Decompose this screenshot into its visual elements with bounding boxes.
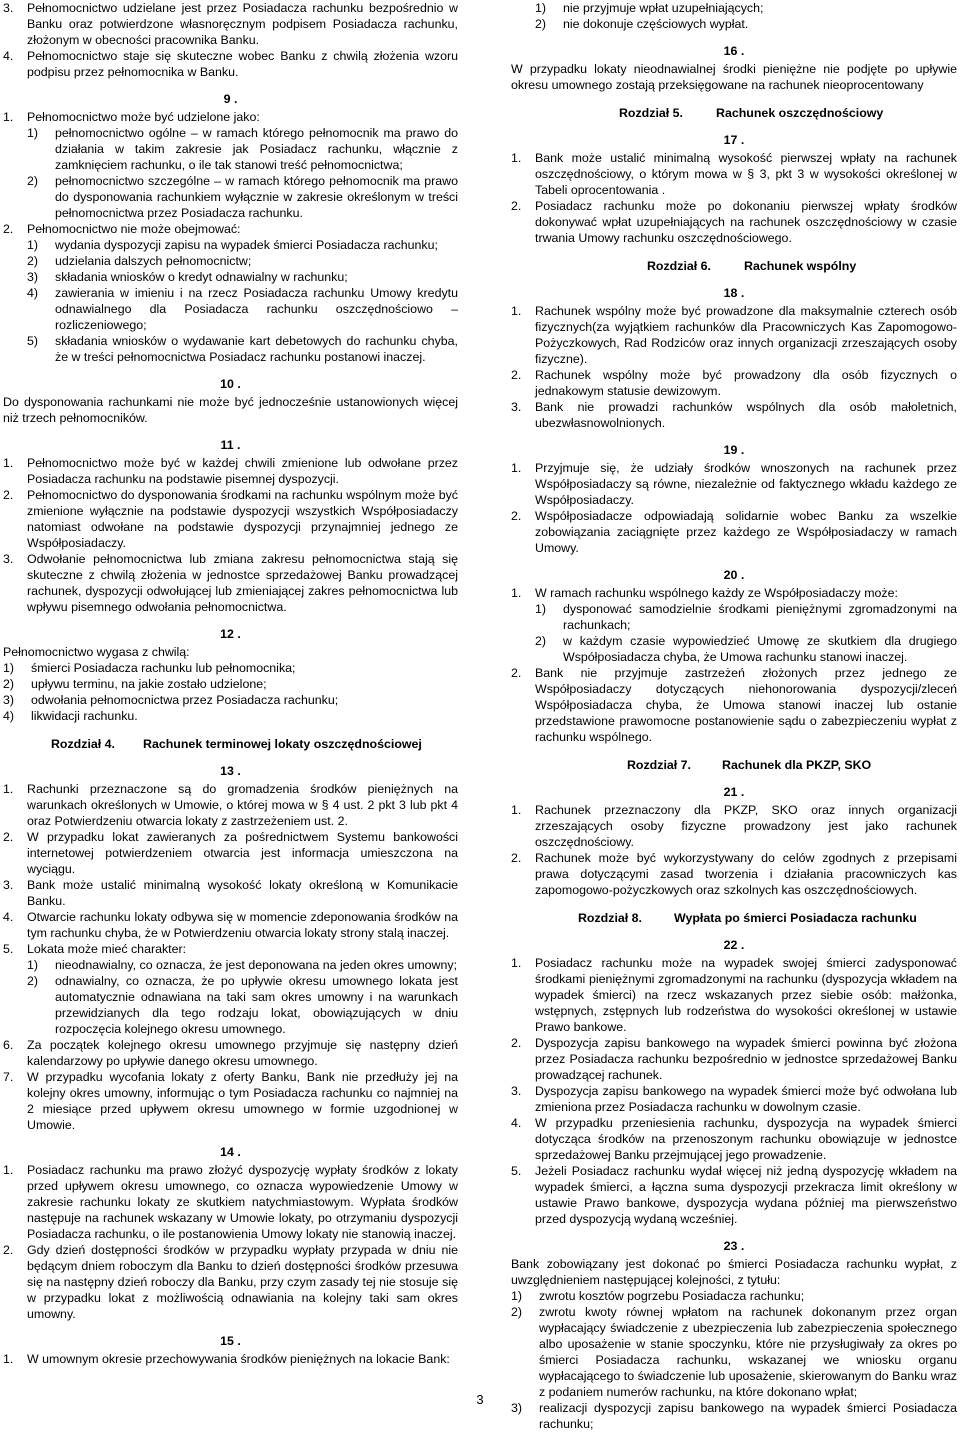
list-item: 5. Lokata może mieć charakter: [3,942,187,956]
list-item: 1. Bank może ustalić minimalną wysokość pierwszej wpłaty na rachunek oszczędnościowy, o którym mowa w § 3, pkt 3 w wysokości określonej w Tabeli oprocentowania . [511,151,957,197]
chapter-heading-8 [511,910,957,926]
list-item: 3. Bank może ustalić minimalną wysokość lokaty określoną w Komunikacie Banku. [3,878,458,908]
chapter-title: Rachunek oszczędnościowy [716,106,884,120]
sub-item: 1) nie przyjmuje wpłat uzupełniających; [535,1,764,15]
list-item: 4. W przypadku przeniesienia rachunku, dyspozycja na wypadek śmierci dotycząca środków na przenoszonym rachunku obowiązuje w jednostce sprzedażowej Banku przejmującej jego prowadzenie. [511,1116,957,1162]
list-item: 4. Otwarcie rachunku lokaty odbywa się w momencie zdeponowania środków na tym rachunku chyba, że w Potwierdzeniu otwarcia lokaty strony stalą inaczej. [3,910,458,940]
section-heading-20: 20 . [723,568,745,582]
section-heading-19: 19 . [723,443,745,457]
section-heading-15: 15 . [220,1334,241,1348]
section-heading-16: 16 . [723,44,745,58]
sub-item: 1) śmierci Posiadacza rachunku lub pełnomocnika; [3,661,296,675]
chapter-heading-6 [511,258,957,274]
paragraph: Pełnomocnictwo wygasa z chwilą: [3,645,190,659]
chapter-number: Rozdział 7. [626,758,691,772]
sub-item: 2) odnawialny, co oznacza, że po upływie okresu umownego lokata jest automatycznie odnawiana na taki sam okres umowny i na warunkach przewidzianych dla tego rodzaju lokat, obowiązujących w dniu rozpoczęcia kolejnego okresu umownego. [27,974,458,1036]
list-item: 1. Pełnomocnictwo może być udzielone jako: [3,110,260,124]
sub-item: 2) udzielania dalszych pełnomocnictw; [27,254,252,268]
sub-item: 1) nieodnawialny, co oznacza, że jest deponowana na jeden okres umowny; [27,958,458,972]
right-column [511,0,957,1432]
list-item: 3. Dyspozycja zapisu bankowego na wypadek śmierci może być odwołana lub zmieniona przez Posiadacza rachunku w dowolnym czasie. [511,1084,957,1114]
sub-item: 1) wydania dyspozycji zapisu na wypadek śmierci Posiadacza rachunku; [27,238,438,252]
list-item: 1. Posiadacz rachunku może na wypadek swojej śmierci zadysponować środkami pieniężnymi zgromadzonymi na rachunku (dyspozycja wkładem na wypadek śmierci) na rzecz wskazanych przez siebie osób: małżonka, wstępnych, zstępnych lub rodzeństwa do wysokości określonej w ustawie Prawo bankowe. [511,956,957,1034]
list-item: 1. Pełnomocnictwo może być w każdej chwili zmienione lub odwołane przez Posiadacza rachunku na podstawie pisemnej dyspozycji. [3,456,458,486]
list-item: 5. Jeżeli Posiadacz rachunku wydał więcej niż jedną dyspozycję wkładem na wypadek śmierci, a łączna suma dyspozycji przekracza limit określony w ustawie Prawo bankowe, dyspozycja wydana później ma pierwszeństwo przed dyspozycją wydaną wcześniej. [511,1164,957,1226]
chapter-number: Rozdział 8. [577,911,642,925]
section-heading-10: 10 . [220,377,241,391]
chapter-title: Rachunek wspólny [744,259,857,273]
list-item: 3. Bank nie prowadzi rachunków wspólnych dla osób małoletnich, ubezwłasnowolnionych. [511,400,957,430]
list-item: 3. Odwołanie pełnomocnictwa lub zmiana zakresu pełnomocnictwa stają się skuteczne z chwilą złożenia w jednostce sprzedażowej Banku prowadzącej rachunek, dyspozycji odwołującej lub zmieniającej zakres pełnomocnictwa lub wpływu pisemnego odwołania pełnomocnictwa. [3,552,458,614]
chapter-title: Rachunek dla PKZP, SKO [722,758,872,772]
sub-item: 2) pełnomocnictwo szczególne – w ramach którego pełnomocnik ma prawo do dysponowania rachunkiem wyłącznie w zakresie określonym w treści pełnomocnictwa przez Posiadacza rachunku. [27,174,458,220]
section-heading-18: 18 . [723,286,745,300]
sub-item: 2) w każdym czasie wypowiedzieć Umowę ze skutkiem dla drugiego Współposiadacza chyba, że Umowa rachunku stanowi inaczej. [535,634,957,664]
list-item: 2. Rachunek może być wykorzystywany do celów zgodnych z przepisami prawa dotyczącymi zasad tworzenia i działania pracowniczych kas zapomogowo-pożyczkowych oraz szkolnych kas oszczędnościowych. [511,851,957,897]
list-item: 4. Pełnomocnictwo staje się skuteczne wobec Banku z chwilą złożenia wzoru podpisu przez pełnomocnika w Banku. [3,49,458,79]
section-heading-23: 23 . [723,1239,745,1253]
list-item: 1. Posiadacz rachunku ma prawo złożyć dyspozycję wypłaty środków z lokaty przed upływem okresu umownego, co oznacza wypowiedzenie Umowy w zakresie rachunku lokaty ze skutkiem natychmiastowym. Wypłata środków następuje na rachunek wskazany w Umowie lokaty, po otrzymaniu dyspozycji Posiadacza rachunku, o ile postanowienia Umowy lokaty nie stanowią inaczej. [3,1163,458,1241]
section-heading-22: 22 . [723,938,745,952]
section-heading-12: 12 . [220,627,241,641]
chapter-heading-4 [3,736,458,752]
list-item: 2. Gdy dzień dostępności środków w przypadku wypłaty przypada w dniu nie będącym dniem roboczym dla Banku to dzień dostępności środków przesuwa się na następny dzień roboczy dla Banku, przy czym zasady tej nie stosuje się w przypadku lokat z możliwością odnawiania na kolejny taki sam okres umowny. [3,1243,458,1321]
list-item: 2. W przypadku lokat zawieranych za pośrednictwem Systemu bankowości internetowej potwierdzeniem otwarcia jest informacja umieszczona na wyciągu. [3,830,458,876]
chapter-title: Wypłata po śmierci Posiadacza rachunku [674,911,917,925]
chapter-heading-5 [511,105,957,121]
sub-item: 3) realizacji dyspozycji zapisu bankowego na wypadek śmierci Posiadacza rachunku; [511,1401,957,1431]
sub-item: 2) nie dokonuje częściowych wypłat. [535,17,749,31]
list-item: 1. Przyjmuje się, że udziały środków wnoszonych na rachunek przez Współposiadaczy są równe, niezależnie od faktycznego wkładu każdego ze Współposiadaczy. [511,461,957,507]
list-item: 2. Pełnomocnictwo do dysponowania środkami na rachunku wspólnym może być zmienione wyłącznie na podstawie dyspozycji wszystkich Współposiadaczy natomiast odwołane na podstawie dyspozycji przynajmniej jednego ze Współposiadaczy. [3,488,458,550]
paragraph: Bank zobowiązany jest dokonać po śmierci Posiadacza rachunku wypłat, z uwzględnieniem następującej kolejności, z tytułu: [511,1257,957,1287]
sub-item: 1) dysponować samodzielnie środkami pieniężnymi zgromadzonymi na rachunkach; [535,602,957,632]
chapter-number: Rozdział 5. [618,106,683,120]
section-heading-9: 9 . [223,92,238,106]
chapter-heading-7 [511,757,957,773]
sub-item: 1) zwrotu kosztów pogrzebu Posiadacza rachunku; [511,1289,805,1303]
section-heading-14: 14 . [220,1145,241,1159]
list-item: 6. Za początek kolejnego okresu umownego przyjmuje się następny dzień kalendarzowy po upływie danego okresu umownego. [3,1038,458,1068]
chapter-number: Rozdział 4. [50,737,115,751]
list-item: 2. Pełnomocnictwo nie może obejmować: [3,222,241,236]
sub-item: 2) upływu terminu, na jakie zostało udzielone; [3,677,267,691]
list-item: 1. Rachunki przeznaczone są do gromadzenia środków pieniężnych na warunkach określonych w Umowie, o której mowa w § 4 ust. 2 pkt 3 lub pkt 4 oraz Potwierdzeniu otwarcia lokaty z zastrzeżeniem ust. 2. [3,782,458,828]
list-item: 2. Współposiadacze odpowiadają solidarnie wobec Banku za wszelkie zobowiązania zaciągnięte przez każdego ze Współposiadaczy w ramach Umowy. [511,509,957,555]
sub-item: 4) likwidacji rachunku. [3,709,138,723]
list-item: 3. Pełnomocnictwo udzielane jest przez Posiadacza rachunku bezpośrednio w Banku oraz potwierdzone własnoręcznym podpisem Posiadacza rachunku, złożonym w obecności pracownika Banku. [3,1,458,47]
section-heading-17: 17 . [723,133,745,147]
list-item: 1. Rachunek przeznaczony dla PKZP, SKO oraz innych organizacji zrzeszających osoby fizyczne prowadzony jest jako rachunek oszczędnościowy. [511,803,957,849]
page-number: 3 [476,1392,484,1407]
sub-item: 3) składania wniosków o kredyt odnawialny w rachunku; [27,270,348,284]
list-item: 1. W umownym okresie przechowywania środków pieniężnych na lokacie Bank: [3,1352,450,1366]
paragraph: Do dysponowania rachunkami nie może być jednocześnie ustanowionych więcej niż trzech pełnomocników. [3,395,458,425]
chapter-number: Rozdział 6. [646,259,711,273]
sub-item: 3) odwołania pełnomocnictwa przez Posiadacza rachunku; [3,693,339,707]
list-item: 2. Dyspozycja zapisu bankowego na wypadek śmierci powinna być złożona przez Posiadacza rachunku bezpośrednio w jednostce sprzedażowej Banku prowadzącej rachunek. [511,1036,957,1082]
list-item: 1. Rachunek wspólny może być prowadzone dla maksymalnie czterech osób fizycznych(za wyjątkiem rachunków dla Pracowniczych Kas Zapomogowo-Pożyczkowych, Rad Rodziców oraz innych organizacji zrzeszających osoby fizyczne). [511,304,957,366]
section-heading-11: 11 . [220,438,241,452]
sub-item: 5) składania wniosków o wydawanie kart debetowych do rachunku chyba, że w treści pełnomocnictwa Posiadacz rachunku postanowi inaczej. [27,334,458,364]
list-item: 2. Bank nie przyjmuje zastrzeżeń złożonych przez jednego ze Współposiadaczy dotyczących niehonorowania dyspozycji/zleceń Współposiadacza chyba, że Umowa stanowi inaczej lub ostanie przedstawione prawomocne postanowienie sądu o zabezpieczeniu wypłat z rachunku wspólnego. [511,666,957,744]
paragraph: W przypadku lokaty nieodnawialnej środki pieniężne nie podjęte po upływie okresu umownego zostają przeksięgowane na rachunek nieoprocentowany [511,62,957,92]
section-heading-13: 13 . [220,764,241,778]
sub-item: 1) pełnomocnictwo ogólne – w ramach którego pełnomocnik ma prawo do działania w takim zakresie jak Posiadacz rachunku, włącznie z zamknięciem rachunku, o ile tak stanowi treść pełnomocnictwa; [27,126,458,172]
list-item: 1. W ramach rachunku wspólnego każdy ze Współposiadaczy może: [511,586,898,600]
section-heading-21: 21 . [723,785,745,799]
list-item: 2. Posiadacz rachunku może po dokonaniu pierwszej wpłaty środków dokonywać wpłat uzupełniających na rachunek oszczędnościowy w czasie trwania Umowy rachunku oszczędnościowego. [511,199,957,245]
left-column [3,0,458,1367]
list-item: 2. Rachunek wspólny może być prowadzony dla osób fizycznych o jednakowym statusie dewizowym. [511,368,957,398]
sub-item: 2) zwrotu kwoty równej wpłatom na rachunek dokonanym przez organ wypłacający świadczenie z ubezpieczenia lub zabezpieczenia społecznego albo uposażenie w stanie spoczynku, które nie przysługiwały za okres po śmierci Posiadacza rachunku, wskazanej we wniosku organu wypłacającego to świadczenie lub uposażenie, skierowanym do Banku wraz z podaniem numerów rachunku, na które dokonano wpłat; [511,1305,957,1399]
list-item: 7. W przypadku wycofania lokaty z oferty Banku, Bank nie przedłuży jej na kolejny okres umowny, informując o tym Posiadacza rachunku co najmniej na 2 miesiące przed upływem okresu umownego w formie uzgodnionej w Umowie. [3,1070,458,1132]
sub-item: 4) zawierania w imieniu i na rzecz Posiadacza rachunku Umowy kredytu odnawialnego dla Posiadacza rachunku oszczędnościowo –rozliczeniowego; [27,286,458,332]
chapter-title: Rachunek terminowej lokaty oszczędnościowej [143,737,422,751]
